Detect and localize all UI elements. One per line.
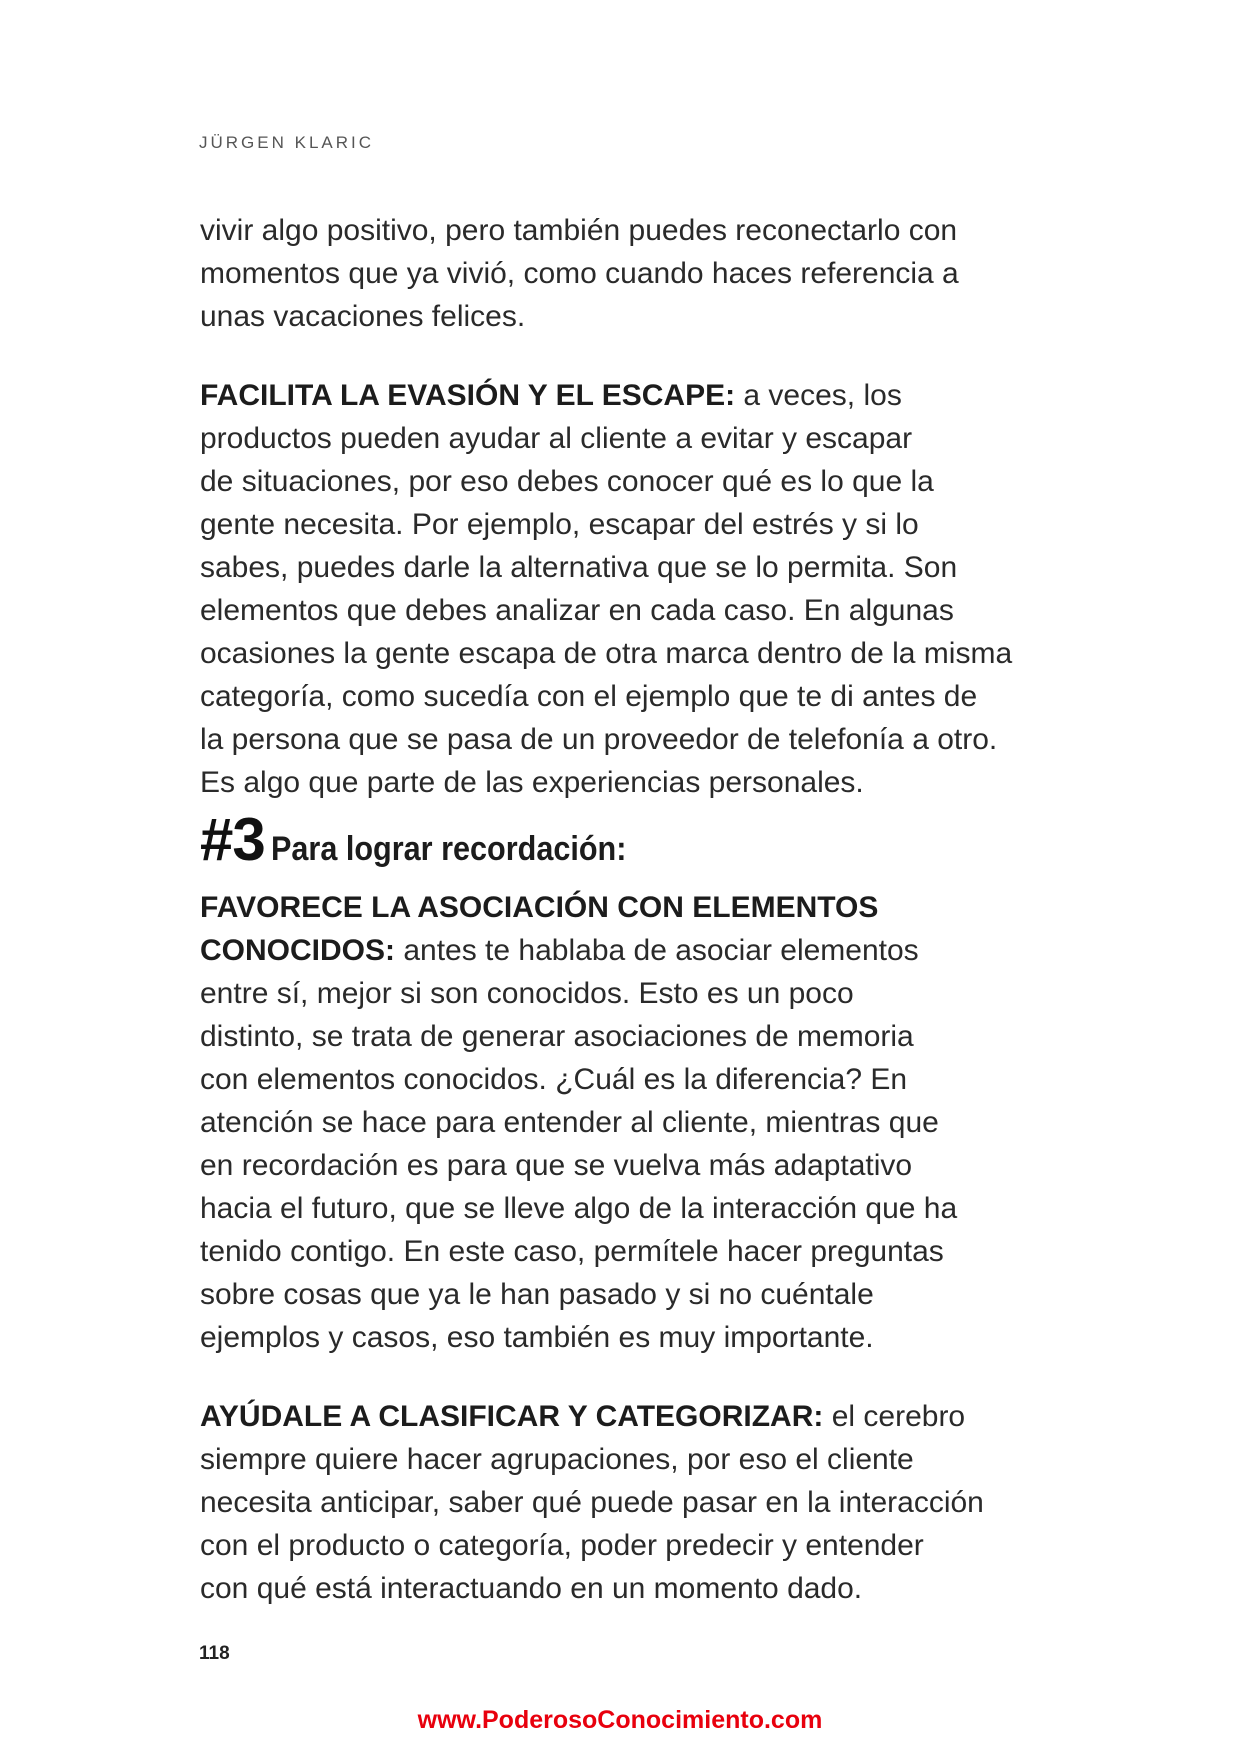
text-line: con qué está interactuando en un momento dado. <box>200 1572 863 1605</box>
text-line: Es algo que parte de las experiencias personales. <box>200 766 864 799</box>
section-number: #3 <box>200 806 265 873</box>
text-line: ocasiones la gente escapa de otra marca dentro de la misma <box>200 637 1013 670</box>
text-line: la persona que se pasa de un proveedor de telefonía a otro. <box>200 723 998 756</box>
intro-paragraph <box>200 209 1080 338</box>
text-line <box>200 1395 1080 1438</box>
text-line: atención se hace para entender al cliente, mientras que <box>200 1106 939 1139</box>
text-line: siempre quiere hacer agrupaciones, por eso el cliente <box>200 1443 914 1476</box>
section-lead-line-2: CONOCIDOS: <box>200 934 395 967</box>
text-line: de situaciones, por eso debes conocer qué es lo que la <box>200 465 934 498</box>
section-title: Para lograr recordación: <box>270 830 627 868</box>
clasificar-first-rest: el cerebro <box>823 1400 966 1433</box>
text-line: distinto, se trata de generar asociaciones de memoria <box>200 1020 914 1053</box>
text-line: con el producto o categoría, poder predecir y entender <box>200 1529 924 1562</box>
evasion-first-rest: a veces, los <box>735 379 902 412</box>
evasion-lead: FACILITA LA EVASIÓN Y EL ESCAPE: <box>200 379 736 412</box>
clasificar-paragraph <box>200 1395 1080 1610</box>
text-line <box>200 374 1080 417</box>
text-line: elementos que debes analizar en cada caso. En algunas <box>200 594 954 627</box>
section-first-rest: antes te hablaba de asociar elementos <box>395 934 919 967</box>
text-line <box>200 929 1080 972</box>
text-line: productos pueden ayudar al cliente a evitar y escapar <box>200 422 913 455</box>
evasion-paragraph <box>200 374 1080 804</box>
text-line: vivir algo positivo, pero también puedes reconectarlo con <box>200 214 958 247</box>
text-line: categoría, como sucedía con el ejemplo que te di antes de <box>200 680 978 713</box>
clasificar-lead: AYÚDALE A CLASIFICAR Y CATEGORIZAR: <box>200 1400 824 1433</box>
text-line: tenido contigo. En este caso, permítele hacer preguntas <box>200 1235 944 1268</box>
section-lead-line: FAVORECE LA ASOCIACIÓN CON ELEMENTOS <box>200 891 879 924</box>
watermark-url: www.PoderosoConocimiento.com <box>417 1706 823 1734</box>
text-line: gente necesita. Por ejemplo, escapar del estrés y si lo <box>200 508 919 541</box>
text-line: sobre cosas que ya le han pasado y si no cuéntale <box>200 1278 874 1311</box>
text-line: sabes, puedes darle la alternativa que se lo permita. Son <box>200 551 958 584</box>
running-head-author: JÜRGEN KLARIC <box>199 133 375 152</box>
text-line: momentos que ya vivió, como cuando haces referencia a <box>200 257 959 290</box>
page-number: 118 <box>199 1643 230 1664</box>
text-line: en recordación es para que se vuelva más adaptativo <box>200 1149 913 1182</box>
section-heading <box>200 806 1080 886</box>
text-line: unas vacaciones felices. <box>200 300 526 333</box>
text-line: necesita anticipar, saber qué puede pasar en la interacción <box>200 1486 984 1519</box>
text-line: entre sí, mejor si son conocidos. Esto es un poco <box>200 977 854 1010</box>
text-line: hacia el futuro, que se lleve algo de la interacción que ha <box>200 1192 958 1225</box>
page-body <box>200 209 1080 1646</box>
text-line: con elementos conocidos. ¿Cuál es la diferencia? En <box>200 1063 908 1096</box>
text-line: ejemplos y casos, eso también es muy importante. <box>200 1321 874 1354</box>
section-3 <box>200 806 1080 1359</box>
